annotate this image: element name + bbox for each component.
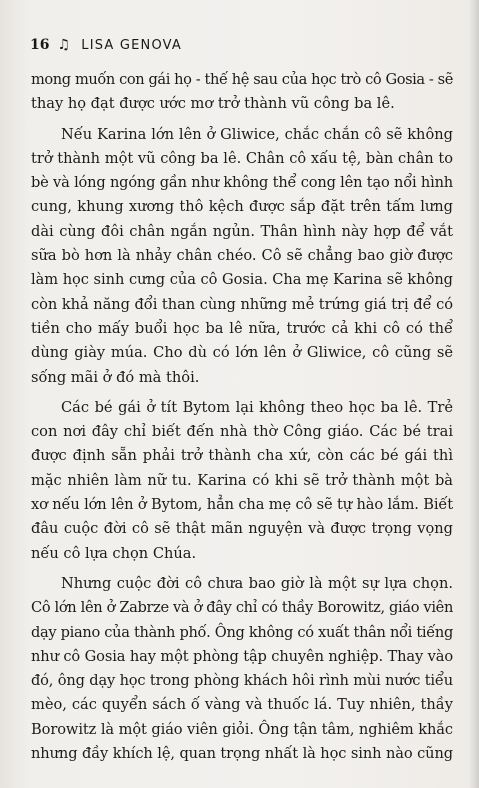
text-line: đó, ông dạy học trong phòng khách hôi rình mùi nước tiểu [31, 672, 453, 690]
body-text [31, 68, 453, 766]
paragraph [31, 396, 453, 566]
text-line: Nhưng cuộc đời cô chưa bao giờ là một sự lựa chọn. [61, 574, 453, 592]
text-line: Nếu Karina lớn lên ở Gliwice, chắc chắn cô sẽ không [61, 125, 453, 143]
text-line: trở thành một vũ công ba lê. Chân cô xấu tệ, bàn chân to [31, 149, 453, 167]
paragraph [31, 123, 453, 390]
running-header [30, 34, 182, 56]
text-line: mong muốn con gái họ - thế hệ sau của học trò cô Gosia - sẽ [31, 71, 453, 88]
text-line: sữa bò hơn là nhảy chân chéo. Cô sẽ chẳng bao giờ được [31, 247, 453, 265]
paragraph [31, 68, 453, 117]
author-name: LISA GENOVA [81, 37, 183, 53]
text-line: Cô lớn lên ở Zabrze và ở đây chỉ có thầy Borowitz, giáo viên [31, 599, 453, 617]
text-line: được định sẵn phải trở thành cha xứ, còn các bé gái thì [31, 447, 453, 465]
text-line: làm học sinh cưng của cô Gosia. Cha mẹ Karina sẽ không [31, 271, 453, 289]
music-note-icon: ♫ [57, 37, 72, 53]
paragraph [31, 572, 453, 766]
text-line: thay họ đạt được ước mơ trở thành vũ công ba lê. [31, 95, 395, 113]
text-line: nếu cô lựa chọn Chúa. [31, 544, 197, 562]
text-line: còn khả năng đổi than cùng những mẻ trứng giá trị để có [31, 295, 453, 313]
text-line: xơ nếu lớn lên ở Bytom, hẳn cha mẹ cô sẽ tự hào lắm. Biết [31, 496, 453, 514]
text-line: mèo, các quyển sách ố vàng và thuốc lá. Tuy nhiên, thầy [31, 696, 453, 714]
page-number: 16 [30, 37, 50, 53]
text-line: dài cùng đôi chân ngắn ngủn. Thân hình này hợp để vắt [31, 222, 453, 240]
text-line: sống mãi ở đó mà thôi. [31, 368, 200, 386]
text-line: tiền cho mấy buổi học ba lê nữa, trước cả khi cô có thể [31, 319, 453, 337]
text-line: bè và lóng ngóng gần như không thể cong lên tạo nổi hình [31, 174, 453, 192]
text-line: dùng giày múa. Cho dù có lớn lên ở Gliwice, cô cũng sẽ [31, 344, 453, 362]
text-line: mặc nhiên làm nữ tu. Karina có khi sẽ trở thành một bà [31, 471, 453, 489]
text-line: Borowitz là một giáo viên giỏi. Ông tận tâm, nghiêm khắc [31, 720, 453, 738]
text-line: dạy piano của thành phố. Ông không có xuất thân nổi tiếng [31, 623, 453, 641]
text-line: đâu cuộc đời cô sẽ thật mãn nguyện và được trọng vọng [31, 520, 453, 538]
page-edge-shadow [469, 0, 479, 788]
text-line: nhưng đầy khích lệ, quan trọng nhất là học sinh nào cũng [31, 745, 453, 763]
text-line: Các bé gái ở tít Bytom lại không theo học ba lê. Trẻ [61, 398, 453, 416]
text-line: như cô Gosia hay một phòng tập chuyên nghiệp. Thay vào [31, 647, 453, 665]
text-line: cung, khung xương thô kệch được sắp đặt trên tấm lưng [31, 198, 453, 216]
text-line: con nơi đây chỉ biết đến nhà thờ Công giáo. Các bé trai [31, 423, 453, 441]
